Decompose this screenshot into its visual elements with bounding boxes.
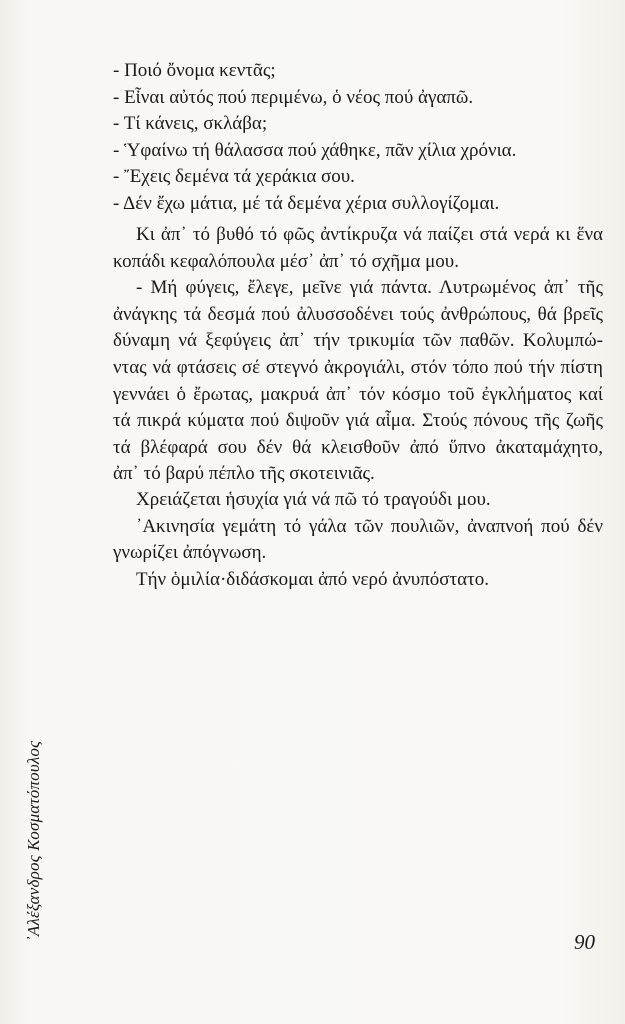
dialogue-line: - Τί κάνεις, σκλάβα;	[113, 113, 268, 134]
spine-author-name: ᾽Αλέξανδρος Κοσματόπουλος	[24, 740, 43, 942]
text-line: τά βλέφαρά σου δέν θά κλεισθοῦν ἀπό ὕπνο ἀκαταμάχητο,	[113, 436, 603, 458]
text-line: ντας νά φτάσεις σέ στεγνό ἀκρογιάλι, στόν τόπο πού τήν πίστη	[113, 356, 603, 378]
page-number: 90	[574, 930, 595, 954]
text-line: ᾽Ακινησία γεμάτη τό γάλα τῶν πουλιῶν, ἀναπνοή πού δέν	[136, 515, 603, 537]
dialogue-line: - Ἔχεις δεμένα τά χεράκια σου.	[113, 166, 355, 187]
paragraph-song	[113, 487, 603, 593]
text-line: κοπάδι κεφαλόπουλα μέσ᾽ ἀπ᾽ τό σχῆμα μου.	[113, 250, 459, 272]
dialogue-line: - Ὑφαίνω τή θάλασσα πού χάθηκε, πᾶν χίλια χρόνια.	[113, 139, 517, 161]
text-line: Κι ἀπ᾽ τό βυθό τό φῶς ἀντίκρυζα νά παίζει στά νερά κι ἕνα	[136, 224, 603, 245]
dialogue-line: - Εἶναι αὐτός πού περιμένω, ὁ νέος πού ἀγαπῶ.	[113, 86, 474, 108]
dialogue-line: - Δέν ἔχω μάτια, μέ τά δεμένα χέρια συλλογίζομαι.	[113, 192, 500, 214]
dialogue-block	[113, 58, 603, 217]
text-line: Τήν ὁμιλία·διδάσκομαι ἀπό νερό ἀνυπόστατο.	[136, 568, 490, 590]
text-line: - Μή φύγεις, ἔλεγε, μεῖνε γιά πάντα. Λυτρωμένος ἀπ᾽ τῆς	[136, 277, 603, 299]
text-line: τά πικρά κύματα πού διψοῦν γιά αἷμα. Στούς πόνους τῆς ζωῆς	[113, 410, 603, 432]
text-line: Χρειάζεται ἡσυχία γιά νά πῶ τό τραγούδι μου.	[136, 489, 491, 510]
text-line: δύναμη νά ξεφύγεις ἀπ᾽ τήν τρικυμία τῶν παθῶν. Κολυμπώ-	[113, 330, 603, 352]
paragraph-sea-depths	[113, 222, 603, 488]
text-line: γνωρίζει ἀπόγνωση.	[113, 542, 267, 564]
text-line: γεννάει ὁ ἔρωτας, μακρυά ἀπ᾽ τόν κόσμο τοῦ ἐγκλήματος καί	[113, 383, 603, 405]
text-line: ἀπ᾽ τό βαρύ πέπλο τῆς σκοτεινιᾶς.	[113, 463, 375, 485]
text-line: ἀνάγκης τά δεσμά πού ἀλυσσοδένει τούς ἀνθρώπους, θά βρεῖς	[113, 303, 603, 325]
dialogue-line: - Ποιό ὄνομα κεντᾶς;	[113, 60, 276, 81]
